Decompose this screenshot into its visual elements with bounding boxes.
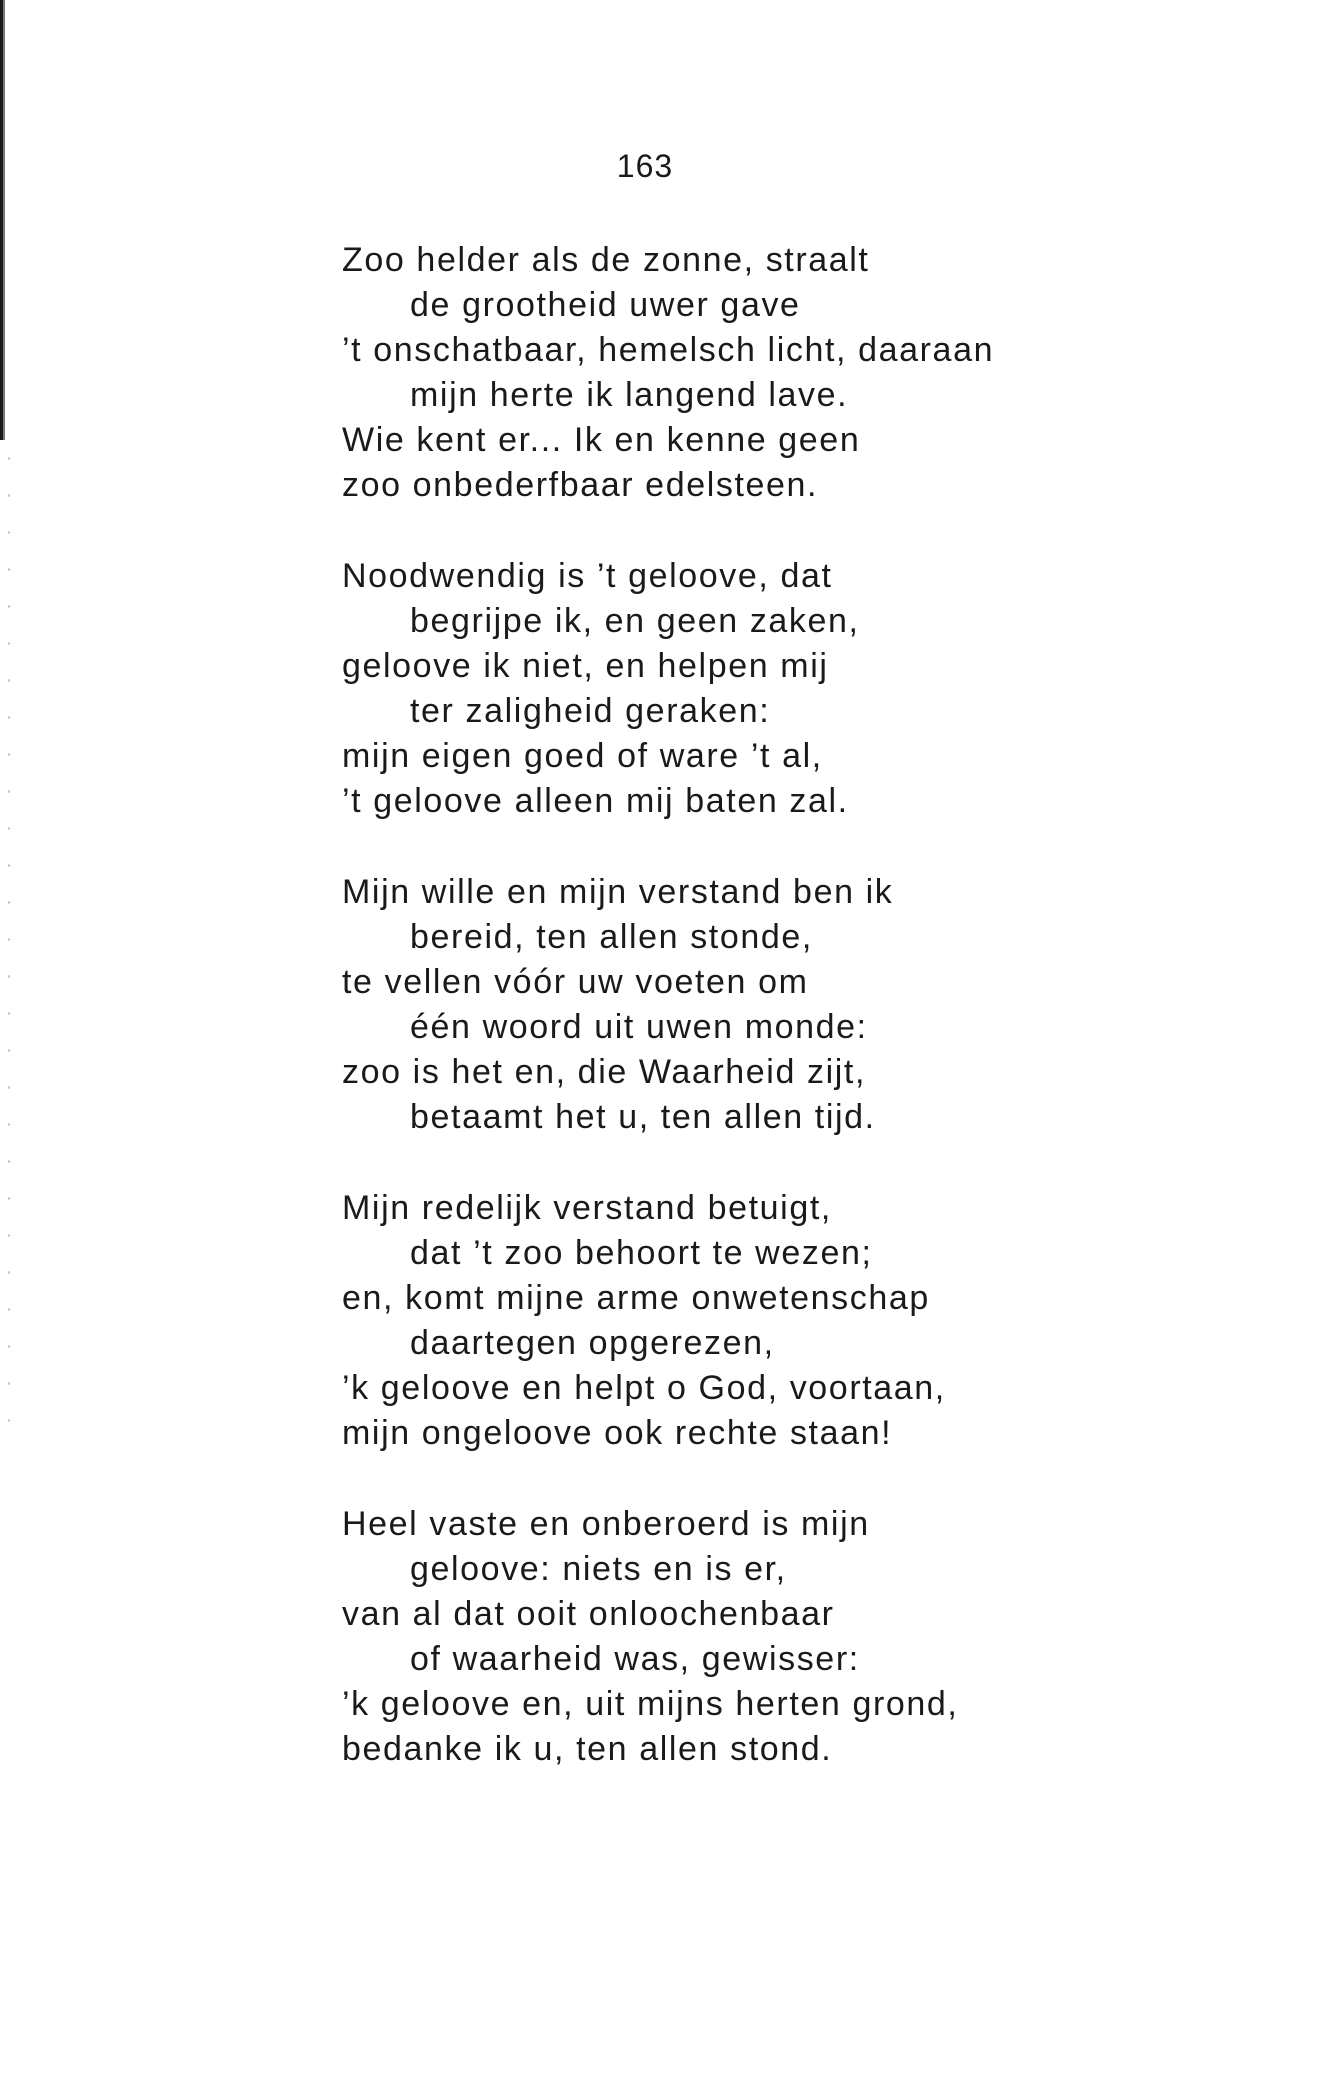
poem-line: geloove: niets en is er, bbox=[410, 1550, 787, 1588]
poem-line: zoo onbederfbaar edelsteen. bbox=[342, 466, 819, 504]
stanza bbox=[342, 554, 1062, 824]
stanza bbox=[342, 238, 1062, 508]
poem-line: of waarheid was, gewisser: bbox=[410, 1640, 860, 1678]
poem-line: begrijpe ik, en geen zaken, bbox=[410, 602, 860, 640]
poem-line: Mijn wille en mijn verstand ben ik bbox=[342, 873, 894, 911]
poem-line: mijn ongeloove ook rechte staan! bbox=[342, 1414, 893, 1452]
stanza bbox=[342, 1186, 1062, 1456]
binding-specks bbox=[2, 440, 16, 1440]
poem-line: mijn eigen goed of ware ’t al, bbox=[342, 737, 823, 775]
poem-line: bedanke ik u, ten allen stond. bbox=[342, 1730, 833, 1768]
poem-line: zoo is het en, die Waarheid zijt, bbox=[342, 1053, 867, 1091]
poem bbox=[342, 238, 1062, 1818]
poem-line: één woord uit uwen monde: bbox=[410, 1008, 868, 1046]
poem-line: bereid, ten allen stonde, bbox=[410, 918, 813, 956]
poem-line: ter zaligheid geraken: bbox=[410, 692, 771, 730]
poem-line: Mijn redelijk verstand betuigt, bbox=[342, 1189, 832, 1227]
poem-line: van al dat ooit onloochenbaar bbox=[342, 1595, 835, 1633]
poem-line: ’t onschatbaar, hemelsch licht, daaraan bbox=[342, 331, 995, 369]
poem-line: daartegen opgerezen, bbox=[410, 1324, 775, 1362]
poem-line: geloove ik niet, en helpen mij bbox=[342, 647, 829, 685]
poem-line: ’k geloove en helpt o God, voortaan, bbox=[342, 1369, 946, 1407]
poem-line: te vellen vóór uw voeten om bbox=[342, 963, 809, 1001]
poem-line: ’t geloove alleen mij baten zal. bbox=[342, 782, 849, 820]
poem-line: Zoo helder als de zonne, straalt bbox=[342, 241, 870, 279]
stanza bbox=[342, 870, 1062, 1140]
poem-line: Wie kent er... Ik en kenne geen bbox=[342, 421, 861, 459]
poem-line: ’k geloove en, uit mijns herten grond, bbox=[342, 1685, 959, 1723]
poem-line: Noodwendig is ’t geloove, dat bbox=[342, 557, 833, 595]
binding-edge bbox=[0, 0, 8, 440]
poem-line: de grootheid uwer gave bbox=[410, 286, 801, 324]
poem-line: dat ’t zoo behoort te wezen; bbox=[410, 1234, 873, 1272]
poem-line: Heel vaste en onberoerd is mijn bbox=[342, 1505, 870, 1543]
poem-line: en, komt mijne arme onwetenschap bbox=[342, 1279, 930, 1317]
poem-line: betaamt het u, ten allen tijd. bbox=[410, 1098, 876, 1136]
stanza bbox=[342, 1502, 1062, 1772]
page-number: 163 bbox=[616, 148, 674, 184]
poem-line: mijn herte ik langend lave. bbox=[410, 376, 849, 414]
